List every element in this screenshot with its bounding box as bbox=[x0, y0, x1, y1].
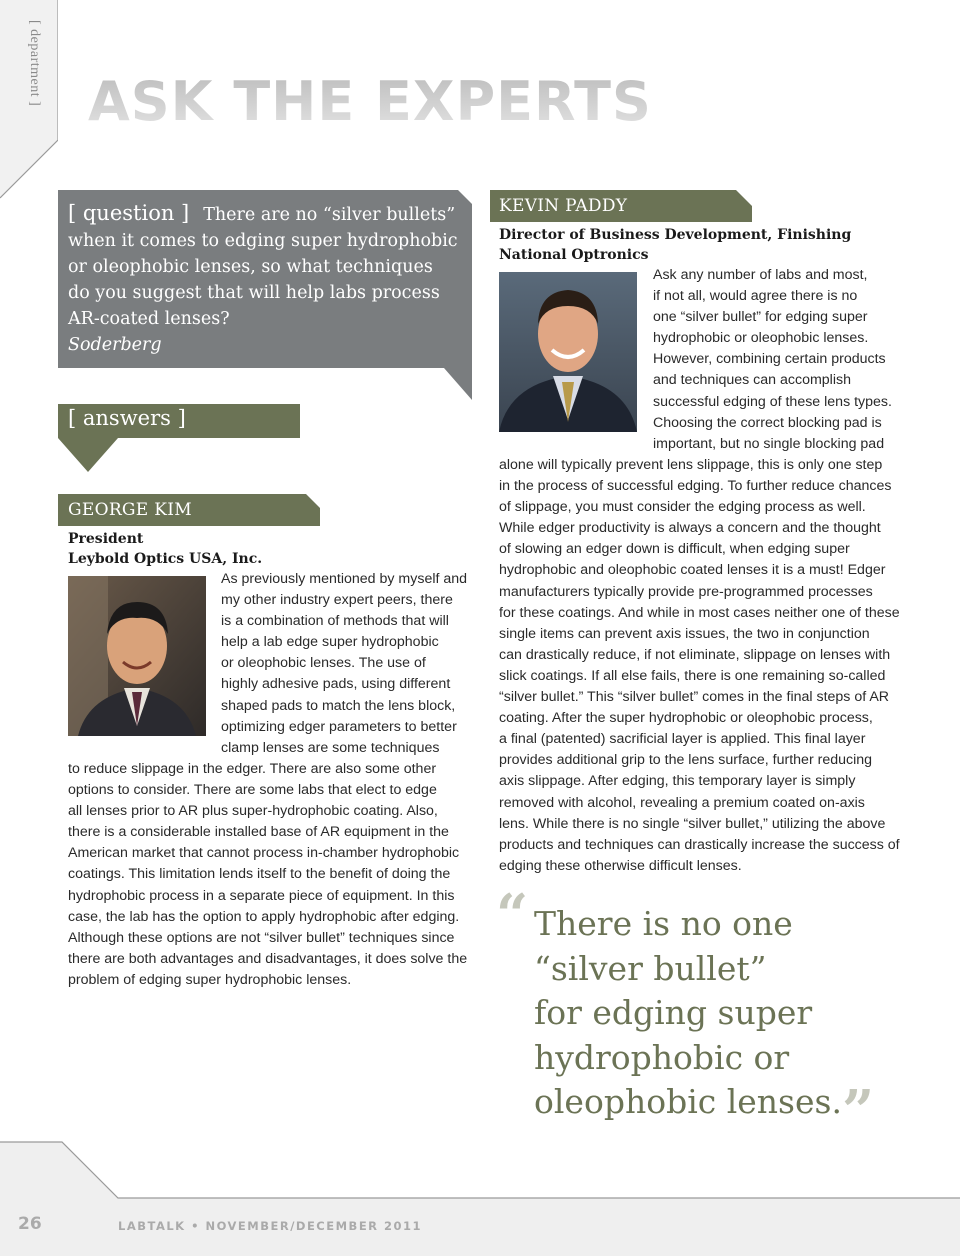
answer-line: However, combining certain products bbox=[653, 351, 886, 368]
answer-line: there is a considerable installed base of AR equipment in the bbox=[68, 824, 449, 841]
open-quote-mark: “ bbox=[496, 882, 529, 948]
answer-line: one “silver bullet” for edging super bbox=[653, 309, 868, 326]
expert1-answer-top bbox=[221, 569, 466, 759]
answer-line: important, but no single blocking pad bbox=[653, 435, 885, 452]
expert1-answer-bottom bbox=[68, 759, 466, 991]
answer-line: hydrophobic and oleophobic coated lenses it is a must! Edger bbox=[499, 562, 886, 579]
answer-line: While edger productivity is always a concern and the thought bbox=[499, 520, 881, 537]
expert2-title: Director of Business Development, Finishing bbox=[499, 227, 852, 243]
answer-line: help a lab edge super hydrophobic bbox=[221, 634, 439, 651]
question-text bbox=[68, 200, 458, 358]
answer-line: As previously mentioned by myself and bbox=[221, 571, 468, 587]
pull-quote-line: for edging super bbox=[534, 993, 813, 1032]
answer-line: all lenses prior to AR plus super-hydrophobic coating. Also, bbox=[68, 803, 438, 820]
answer-line: successful edging of these lens types. bbox=[653, 393, 892, 410]
answers-label: [ answers ] bbox=[68, 406, 186, 430]
answer-line: options to consider. There are some labs that elect to edge bbox=[68, 782, 437, 799]
answer-line: single items can prevent axis issues, the two in conjunction bbox=[499, 625, 870, 642]
answer-line: is a combination of methods that will bbox=[221, 613, 449, 630]
answer-line: axis slippage. After edging, this temporary layer is simply bbox=[499, 773, 856, 790]
pull-quote-line: “silver bullet” bbox=[534, 948, 767, 988]
answer-line: lens. While there is no single “silver bullet,” utilizing the above bbox=[499, 815, 886, 832]
pull-quote-line: hydrophobic or bbox=[534, 1037, 790, 1077]
expert1-name: GEORGE KIM bbox=[68, 500, 192, 520]
page-number: 26 bbox=[18, 1214, 42, 1234]
answer-line: American market that cannot process in-chamber hydrophobic bbox=[68, 845, 460, 862]
answer-line: Although these options are not “silver bullet” techniques since bbox=[68, 929, 455, 946]
answer-line: optimizing edger parameters to better bbox=[221, 718, 457, 735]
footer-band bbox=[0, 1140, 960, 1256]
expert1-photo bbox=[68, 576, 206, 736]
answer-line: my other industry expert peers, there bbox=[221, 592, 453, 609]
answer-line: manufacturers typically provide pre-programmed processes bbox=[499, 583, 873, 600]
expert2-name: KEVIN PADDY bbox=[499, 196, 628, 216]
answer-line: alone will typically prevent lens slippage, this is only one step bbox=[499, 457, 883, 473]
answer-line: coatings. This limitation lends itself to the benefit of doing the bbox=[68, 866, 451, 883]
expert1-company: Leybold Optics USA, Inc. bbox=[68, 551, 263, 567]
answer-line: of slippage, you must consider the edging process as well. bbox=[499, 499, 866, 516]
answer-line: a final (patented) sacrificial layer is applied. This final layer bbox=[499, 731, 866, 748]
expert2-answer-top bbox=[653, 265, 893, 455]
page-title: ASK THE EXPERTS bbox=[88, 70, 652, 133]
answer-line: or oleophobic lenses. The use of bbox=[221, 655, 426, 672]
pull-quote-line: There is no one bbox=[534, 904, 793, 943]
answer-line: slick coatings. If all else fails, there is one remaining so-called bbox=[499, 667, 886, 684]
magazine-issue: LABTALK • NOVEMBER/DECEMBER 2011 bbox=[118, 1219, 423, 1233]
close-quote-mark: ” bbox=[842, 1078, 875, 1144]
answer-line: hydrophobic or oleophobic lenses. bbox=[653, 330, 869, 347]
answer-line: can drastically reduce, if not eliminate, slippage on lenses with bbox=[499, 646, 891, 663]
answer-line: of slowing an edger down is difficult, when edging super bbox=[499, 541, 850, 558]
answer-line: Choosing the correct blocking pad is bbox=[653, 414, 882, 431]
answer-line: shaped pads to match the lens block, bbox=[221, 697, 456, 714]
answer-line: and techniques can accomplish bbox=[653, 372, 851, 389]
answer-line: hydrophobic process in a separate piece of equipment. In this bbox=[68, 887, 455, 904]
answer-line: case, the lab has the option to apply hydrophobic after edging. bbox=[68, 908, 460, 925]
expert1-title: President bbox=[68, 531, 144, 547]
answer-line: coating. After the super hydrophobic or oleophobic process, bbox=[499, 710, 873, 727]
answer-line: if not all, would agree there is no bbox=[653, 288, 858, 305]
question-author: Soderberg bbox=[68, 335, 162, 355]
answer-line: for these coatings. And while in most cases neither one of these bbox=[499, 604, 900, 621]
answer-line: products and techniques can drastically increase the success of bbox=[499, 836, 900, 853]
answer-line: in the process of successful edging. To further reduce chances bbox=[499, 478, 892, 495]
answer-line: provides additional grip to the lens surface, further reducing bbox=[499, 752, 873, 769]
question-label: [ question ] bbox=[68, 201, 190, 225]
answer-line: removed with alcohol, revealing a premium coated on-axis bbox=[499, 794, 865, 811]
answer-line: edging these otherwise difficult lenses. bbox=[499, 857, 742, 874]
answer-line: highly adhesive pads, using different bbox=[221, 676, 451, 693]
section-label: [ department ] bbox=[27, 20, 42, 107]
answer-line: clamp lenses are some techniques bbox=[221, 739, 440, 756]
answer-line: to reduce slippage in the edger. There are also some other bbox=[68, 761, 437, 777]
pull-quote-line: oleophobic lenses. bbox=[534, 1082, 842, 1121]
answer-line: there are both advantages and disadvantages, it does solve the bbox=[68, 950, 468, 967]
answer-line: problem of edging super hydrophobic lenses. bbox=[68, 971, 352, 988]
question-body: There are no “silver bullets” when it comes to edging super hydrophobic or oleophobic lenses, so what techniques do you suggest that will help labs process AR-coated lenses? bbox=[68, 205, 458, 329]
expert2-photo bbox=[499, 272, 637, 432]
answer-line: “silver bullet.” This “silver bullet” comes in the final steps of AR bbox=[499, 689, 890, 706]
expert2-company: National Optronics bbox=[499, 247, 649, 263]
expert2-answer-bottom bbox=[499, 455, 899, 877]
answer-line: Ask any number of labs and most, bbox=[653, 267, 868, 283]
